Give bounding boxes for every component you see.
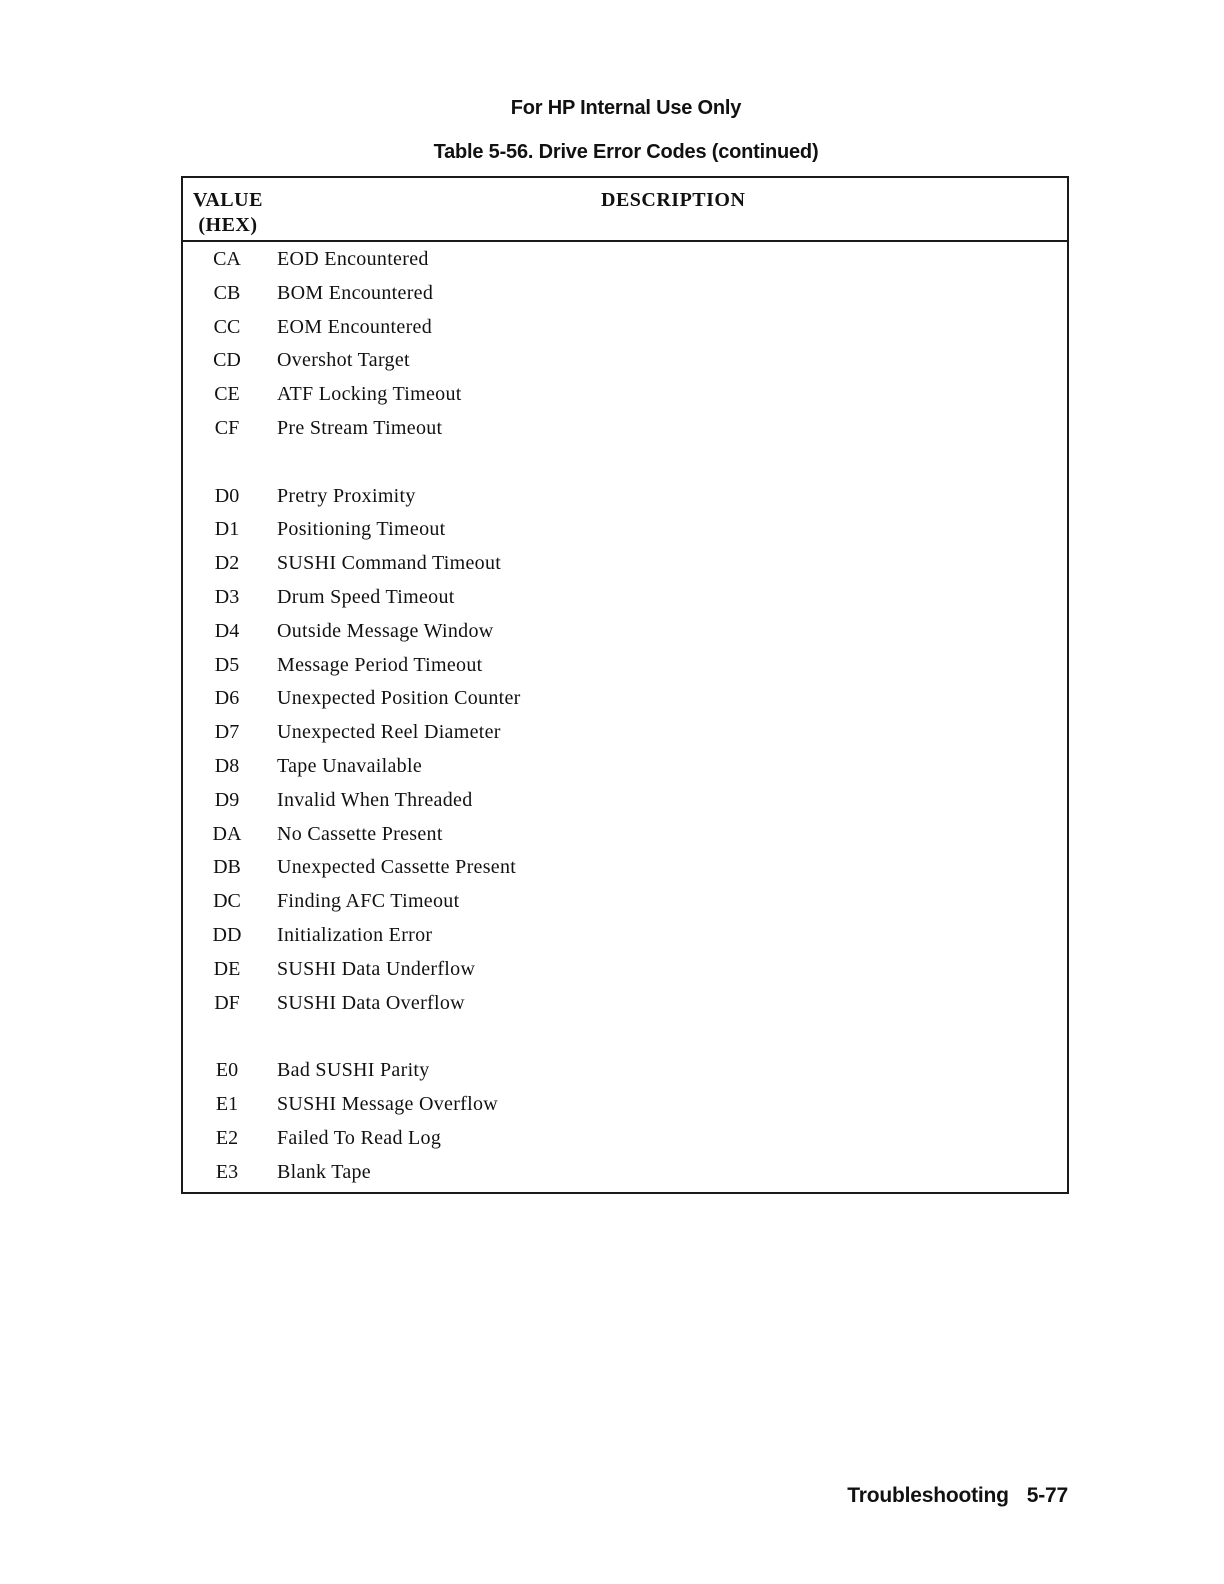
error-code-description: Pre Stream Timeout — [277, 416, 443, 439]
internal-use-notice: For HP Internal Use Only — [510, 97, 742, 119]
error-code-description: Failed To Read Log — [277, 1126, 442, 1149]
table-row — [183, 783, 1067, 817]
error-code-value: DC — [213, 890, 241, 913]
table-row — [183, 242, 1067, 276]
error-code-value: E1 — [215, 1092, 239, 1115]
error-code-description: ATF Locking Timeout — [277, 383, 462, 406]
error-code-value: D6 — [214, 687, 240, 710]
column-header-value-line2: (HEX) — [198, 214, 258, 236]
error-code-description: SUSHI Command Timeout — [277, 552, 502, 575]
error-code-value: D0 — [214, 484, 240, 507]
error-code-value: D4 — [214, 619, 240, 642]
error-code-description: No Cassette Present — [277, 822, 443, 845]
table-row — [183, 512, 1067, 546]
group-spacer — [183, 1019, 1067, 1053]
error-code-value: CC — [213, 315, 241, 338]
table-row — [183, 850, 1067, 884]
error-code-value: CB — [213, 281, 241, 304]
footer-section-name: Troubleshooting — [847, 1484, 1009, 1507]
table-row — [183, 986, 1067, 1020]
table-row — [183, 681, 1067, 715]
error-code-value: D9 — [214, 788, 240, 811]
error-code-value: CD — [213, 349, 241, 372]
table-row — [183, 1155, 1067, 1189]
error-code-value: DD — [212, 923, 242, 946]
error-code-description: Message Period Timeout — [277, 653, 483, 676]
error-code-value: D3 — [214, 585, 240, 608]
error-code-value: E2 — [215, 1126, 239, 1149]
page-footer — [847, 1484, 1068, 1508]
error-code-description: Overshot Target — [277, 349, 410, 372]
error-code-description: Pretry Proximity — [277, 484, 416, 507]
table-row — [183, 918, 1067, 952]
error-code-description: EOD Encountered — [277, 248, 429, 270]
error-code-description: Drum Speed Timeout — [277, 585, 455, 608]
error-code-description: Blank Tape — [277, 1160, 371, 1183]
table-header-row — [183, 178, 1067, 242]
error-code-description: Tape Unavailable — [277, 754, 422, 777]
table-row — [183, 1053, 1067, 1087]
table-body — [183, 242, 1067, 1188]
error-code-value: D5 — [214, 653, 240, 676]
error-code-description: Unexpected Position Counter — [277, 687, 521, 710]
table-row — [183, 310, 1067, 344]
table-row — [183, 377, 1067, 411]
error-code-value: D7 — [214, 721, 240, 744]
error-code-value: DB — [213, 856, 241, 879]
error-code-description: Unexpected Reel Diameter — [277, 721, 501, 744]
table-title: Table 5-56. Drive Error Codes (continued) — [433, 141, 819, 163]
error-code-description: SUSHI Message Overflow — [277, 1092, 499, 1115]
error-code-value: E0 — [215, 1059, 239, 1082]
error-code-description: Bad SUSHI Parity — [277, 1059, 430, 1082]
table-row — [183, 952, 1067, 986]
column-header-value — [193, 188, 263, 238]
table-row — [183, 648, 1067, 682]
group-spacer — [183, 445, 1067, 479]
error-code-description: BOM Encountered — [277, 281, 434, 304]
column-header-value-line1: VALUE — [193, 189, 263, 211]
error-code-description: SUSHI Data Underflow — [277, 957, 476, 980]
error-code-description: Outside Message Window — [277, 619, 494, 642]
table-row — [183, 276, 1067, 310]
error-code-value: D8 — [214, 754, 240, 777]
error-code-value: DE — [213, 957, 241, 980]
error-code-description: Positioning Timeout — [277, 518, 446, 541]
footer-page-number: 5-77 — [1026, 1484, 1068, 1507]
table-row — [183, 546, 1067, 580]
table-row — [183, 1087, 1067, 1121]
error-code-description: Finding AFC Timeout — [277, 890, 460, 913]
table-row — [183, 614, 1067, 648]
table-row — [183, 479, 1067, 513]
error-code-description: EOM Encountered — [277, 315, 433, 338]
table-row — [183, 580, 1067, 614]
table-row — [183, 343, 1067, 377]
error-code-value: D1 — [214, 518, 240, 541]
table-row — [183, 884, 1067, 918]
error-code-value: DA — [212, 822, 242, 845]
error-code-value: CE — [214, 383, 240, 406]
error-code-description: Invalid When Threaded — [277, 788, 473, 811]
table-row — [183, 1121, 1067, 1155]
error-code-value: CA — [213, 248, 241, 270]
error-code-value: D2 — [214, 552, 240, 575]
table-row — [183, 715, 1067, 749]
error-code-description: Initialization Error — [277, 923, 433, 946]
error-code-value: DF — [214, 991, 240, 1014]
error-code-value: E3 — [215, 1160, 239, 1183]
table-row — [183, 749, 1067, 783]
error-code-table — [181, 176, 1069, 1194]
column-header-description: DESCRIPTION — [601, 189, 746, 211]
error-code-description: SUSHI Data Overflow — [277, 991, 465, 1014]
error-code-description: Unexpected Cassette Present — [277, 856, 517, 879]
table-row — [183, 411, 1067, 445]
table-row — [183, 817, 1067, 851]
error-code-value: CF — [214, 416, 240, 439]
